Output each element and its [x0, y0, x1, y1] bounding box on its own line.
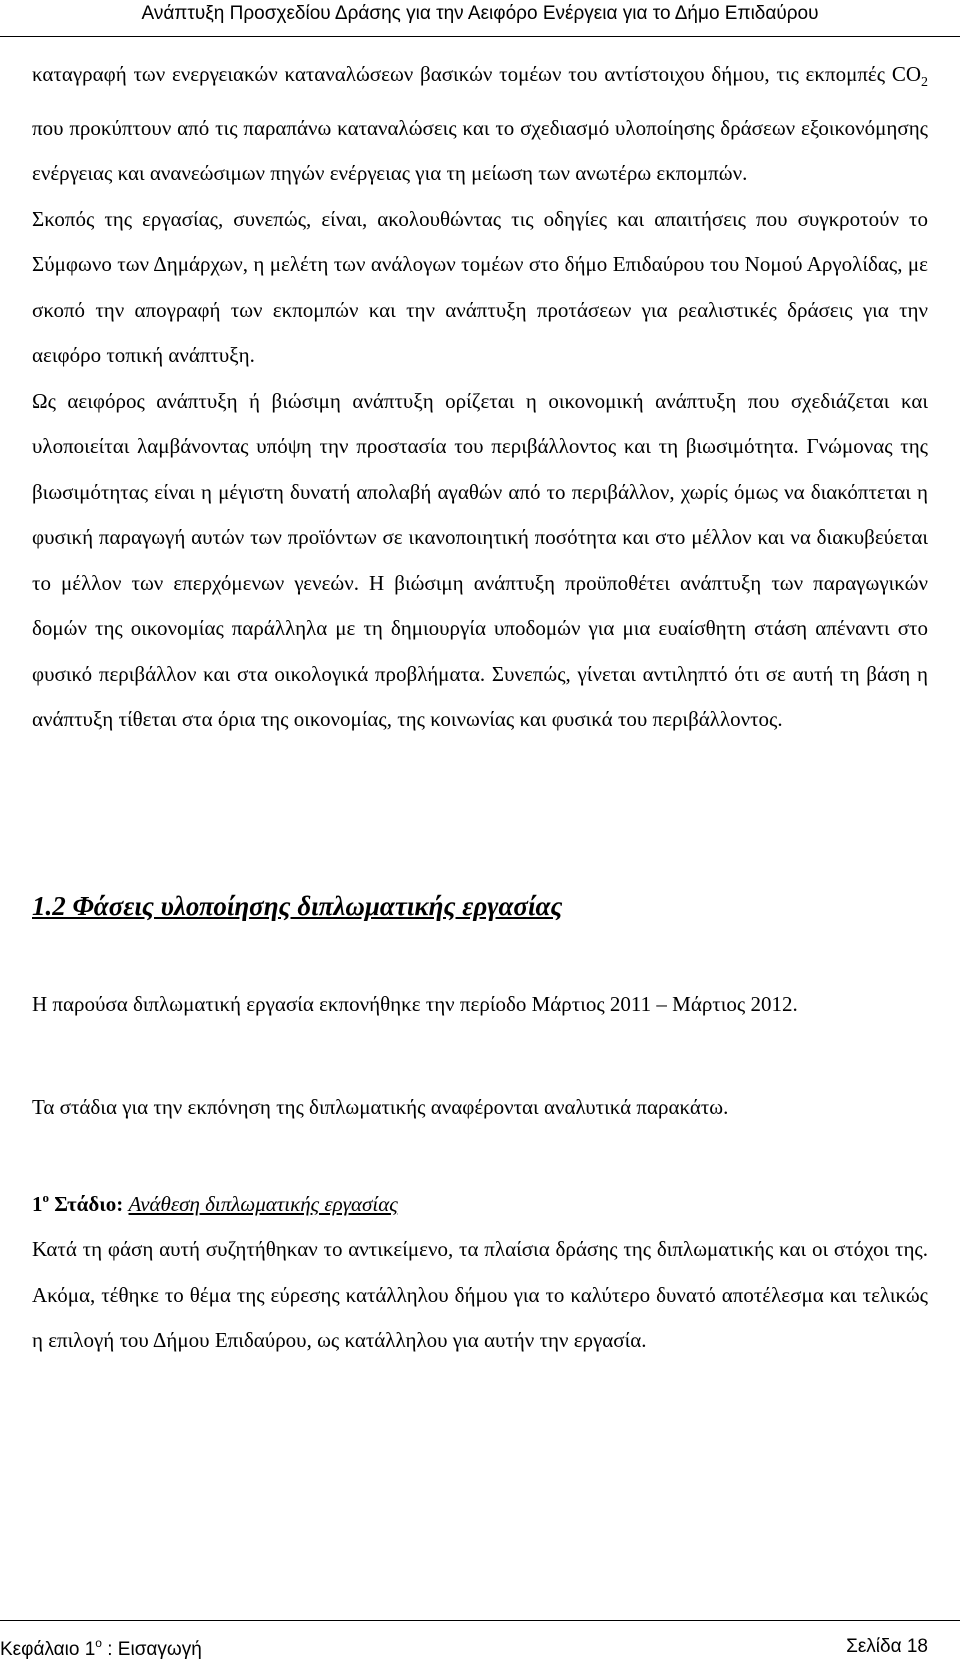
paragraph-text: που προκύπτουν από τις παραπάνω καταναλώσεις και το σχεδιασμό υλοποίησης δράσεων εξοικονόμησης ενέργειας και ανανεώσιμων πηγών ενέργειας για τη μείωση των ανωτέρω εκπομπών.: [32, 115, 928, 186]
chapter-title: : Εισαγωγή: [101, 1639, 202, 1660]
paragraph-text: καταγραφή των ενεργειακών καταναλώσεων βασικών τομέων του αντίστοιχου δήμου, τις εκπομπές CO: [32, 62, 921, 86]
page-footer: [0, 1620, 960, 1672]
stage-1-block: [32, 1175, 928, 1364]
paragraph-sustainable-development: Ως αειφόρος ανάπτυξη ή βιώσιμη ανάπτυξη ορίζεται η οικονομική ανάπτυξη που σχεδιάζεται και υλοποιείται λαμβάνοντας υπόψη την προστασία του περιβάλλοντος και τη βιωσιμότητα. Γνώμονας της βιωσιμότητας είναι η μέγιστη δυνατή απολαβή αγαθών από το περιβάλλον, χωρίς όμως να διακόπτεται η φυσική παραγωγή αυτών των προϊόντων σε ικανοποιητική ποσότητα και στο μέλλον και να διακυβεύεται το μέλλον των επερχόμενων γενεών. Η βιώσιμη ανάπτυξη προϋποθέτει ανάπτυξη των παραγωγικών δομών της οικονομίας παράλληλα με τη δημιουργία υποδομών για μια ευαίσθητη στάση απέναντι στο φυσικό περιβάλλον και στα οικολογικά προβλήματα. Συνεπώς, γίνεται αντιληπτό ότι σε αυτή τη βάση η ανάπτυξη τίθεται στα όρια της οικονομίας, της κοινωνίας και φυσικά του περιβάλλοντος.: [32, 388, 928, 732]
stages-intro-block: [32, 1085, 928, 1131]
chapter-ordinal: ο: [95, 1636, 102, 1650]
paragraph-stages-intro: Τα στάδια για την εκπόνηση της διπλωματικής αναφέρονται αναλυτικά παρακάτω.: [32, 1095, 729, 1119]
period-block: [32, 982, 928, 1028]
stage-1-text: Κατά τη φάση αυτή συζητήθηκαν το αντικείμενο, τα πλαίσια δράσης της διπλωματικής και οι στόχοι της. Ακόμα, τέθηκε το θέμα της εύρεσης κατάλληλου δήμου για το καλύτερο δυνατό αποτέλεσμα και τελικώς η επιλογή του Δήμου Επιδαύρου, ως κατάλληλου για αυτήν την εργασία.: [32, 1237, 928, 1352]
paragraph-period: Η παρούσα διπλωματική εργασία εκπονήθηκε την περίοδο Μάρτιος 2011 – Μάρτιος 2012.: [32, 992, 798, 1016]
section-heading: 1.2 Φάσεις υλοποίησης διπλωματικής εργασίας: [32, 891, 563, 921]
header-title: Ανάπτυξη Προσχεδίου Δράσης για την Αειφόρο Ενέργεια για το Δήμο Επιδαύρου: [141, 3, 819, 24]
stage-number: 1: [32, 1192, 43, 1216]
stage-label: Στάδιο:: [49, 1192, 124, 1216]
stage-ordinal: ο: [42, 1190, 49, 1205]
stage-1-title: [32, 1175, 928, 1227]
paragraph-intro-continued: [32, 52, 928, 197]
page-content: [32, 52, 928, 1352]
footer-page-number: Σελίδα 18: [846, 1636, 928, 1657]
footer-chapter: [0, 1636, 202, 1661]
paragraph-purpose: Σκοπός της εργασίας, συνεπώς, είναι, ακολουθώντας τις οδηγίες και απαιτήσεις που συγκροτούν το Σύμφωνο των Δημάρχων, η μελέτη των ανάλογων τομέων στο δήμο Επιδαύρου του Νομού Αργολίδας, με σκοπό την απογραφή των εκπομπών και την ανάπτυξη προτάσεων για ρεαλιστικές δράσεις για την αειφόρο τοπική ανάπτυξη.: [32, 206, 928, 368]
chapter-prefix: Κεφάλαιο 1: [0, 1639, 96, 1660]
subscript-2: 2: [921, 75, 928, 91]
page-header: [0, 0, 960, 37]
stage-name: Ανάθεση διπλωματικής εργασίας: [128, 1192, 398, 1216]
